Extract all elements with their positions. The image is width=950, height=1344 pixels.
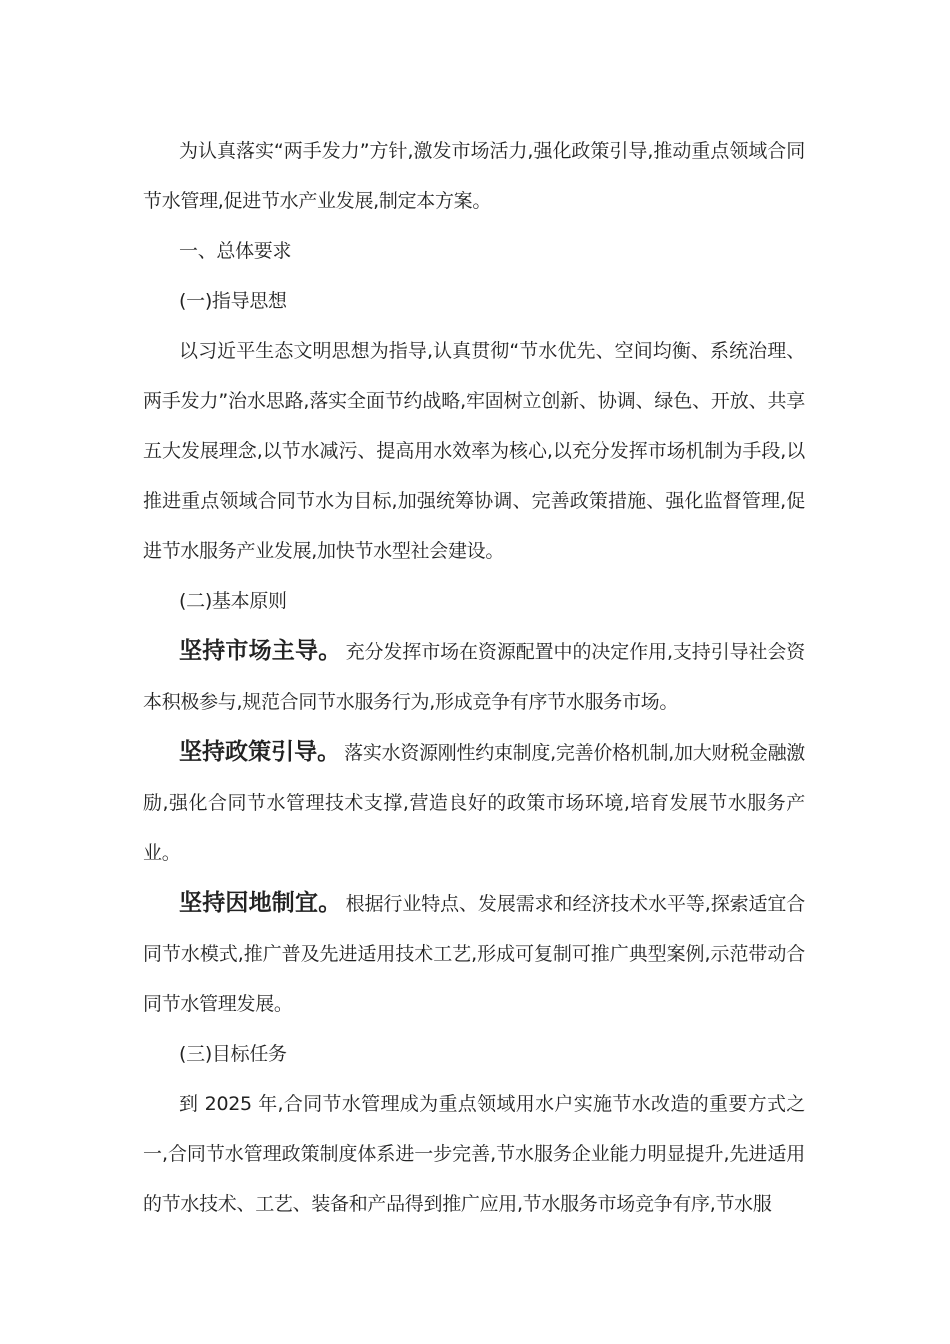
principle-market-text: 充分发挥市场在资源配置中的决定作用,支持引导社会资本积极参与,规范合同节水服务行为,形成竞争有序节水服务市场。 <box>143 641 806 713</box>
section-heading-general-requirements: 一、总体要求 <box>179 240 292 262</box>
principle-local-lead: 坚持因地制宜。 <box>179 890 342 916</box>
document-body <box>143 126 805 1229</box>
intro-paragraph: 为认真落实“两手发力”方针,激发市场活力,强化政策引导,推动重点领域合同节水管理,促进节水产业发展,制定本方案。 <box>143 140 805 212</box>
subsection-heading-goals: (三)目标任务 <box>179 1043 287 1065</box>
principle-market-lead: 坚持市场主导。 <box>179 638 342 664</box>
principle-policy-paragraph <box>143 727 805 878</box>
guiding-ideology-paragraph: 以习近平生态文明思想为指导,认真贯彻“节水优先、空间均衡、系统治理、两手发力”治水思路,落实全面节约战略,牢固树立创新、协调、绿色、开放、共享五大发展理念,以节水减污、提高用水效率为核心,以充分发挥市场机制为手段,以推进重点领域合同节水为目标,加强统筹协调、完善政策措施、强化监督管理,促进节水服务产业发展,加快节水型社会建设。 <box>143 340 805 562</box>
goals-paragraph: 到 2025 年,合同节水管理成为重点领域用水户实施节水改造的重要方式之一,合同节水管理政策制度体系进一步完善,节水服务企业能力明显提升,先进适用的节水技术、工艺、装备和产品得到推广应用,节水服务市场竞争有序,节水服 <box>143 1093 805 1215</box>
principle-local-text: 根据行业特点、发展需求和经济技术水平等,探索适宜合同节水模式,推广普及先进适用技术工艺,形成可复制可推广典型案例,示范带动合同节水管理发展。 <box>143 893 806 1015</box>
subsection-heading-guiding-ideology: (一)指导思想 <box>179 290 287 312</box>
principle-policy-lead: 坚持政策引导。 <box>179 739 341 765</box>
principle-local-paragraph <box>143 878 805 1029</box>
subsection-heading-basic-principles: (二)基本原则 <box>179 590 287 612</box>
principle-policy-text: 落实水资源刚性约束制度,完善价格机制,加大财税金融激励,强化合同节水管理技术支撑,营造良好的政策市场环境,培育发展节水服务产业。 <box>143 742 806 864</box>
principle-market-paragraph <box>143 626 805 727</box>
